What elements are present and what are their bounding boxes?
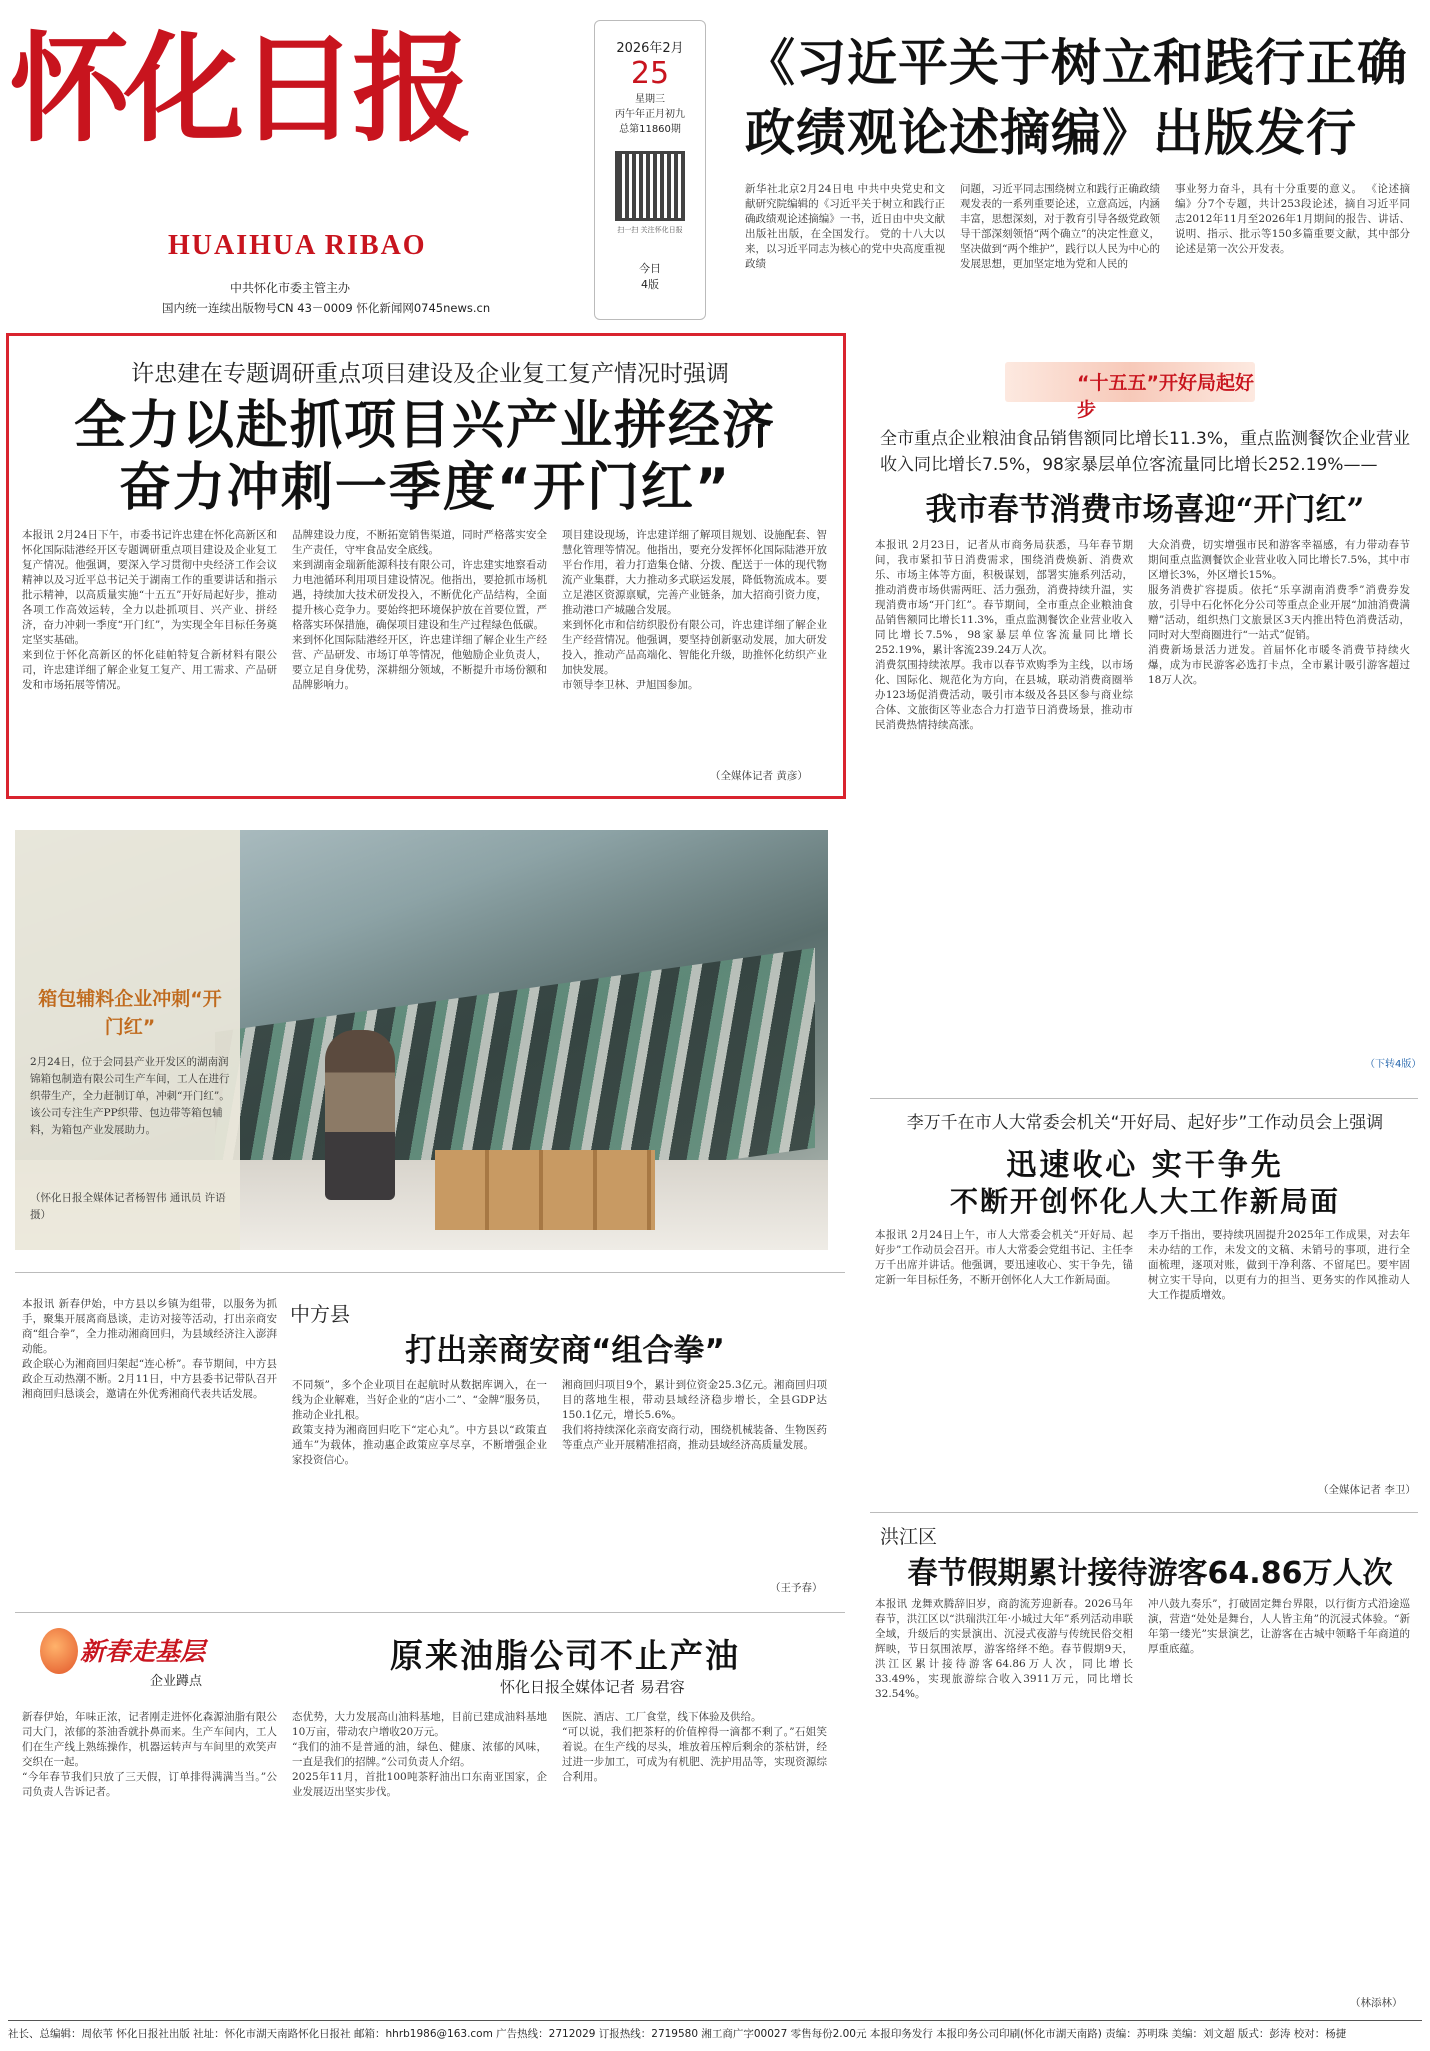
top-story-title-line1: 全力以赴抓项目兴产业拼经济: [73, 396, 776, 456]
masthead-cn-number: 国内统一连续出版物号CN 43－0009 怀化新闻网0745news.cn: [162, 301, 491, 315]
photo-text: 2月24日，位于会同县产业开发区的湖南润锦箱包制造有限公司生产车间，工人在进行织带生产，全力赶制订单，冲刺“开门红”。该公司专注生产PP织带、包边带等箱包辅料，为箱包产业发展助力。: [30, 1056, 230, 1136]
new-spring-grassroots-logo: [40, 1628, 260, 1698]
yuanlai-column-2: 态优势，大力发展高山油料基地，目前已建成油料基地10万亩，带动农户增收20万元。 “我们的油不是普通的油，绿色、健康、浓郁的风味，一直是我们的招牌。”公司负责人介绍。 2025年11月，首批100吨茶籽油出口东南亚国家，企业发展迈出坚实步伐。: [292, 1711, 547, 1798]
photo-title[interactable]: 箱包辅料企业冲刺“开门红”: [38, 988, 222, 1038]
date-weekday: 星期三: [635, 94, 665, 105]
qr-caption: 扫一扫 关注怀化日报: [617, 226, 683, 234]
lantern-icon: [40, 1628, 78, 1674]
date-lunar: 丙午年正月初九: [615, 109, 685, 120]
consumption-column-2: 大众消费，切实增强市民和游客幸福感，有力带动春节期间重点监测餐饮企业营业收入同比增长7.5%，其中市区增长3%，外区增长15%。 服务消费扩容提质。依托“乐享湖南消费季”消费券发放，引导中石化怀化分公司等重点企业开展“加油消费满赠”活动，组织热门文旅景区3天内推出特色消费活动，同时对大型商圈进行“一站式”促销。 消费新场景活力迸发。首届怀化市暖冬消费节持续火爆，成为市民游客必选打卡点，全市累计吸引游客超过18万人次。: [1148, 539, 1410, 686]
npc-column-1: 本报讯 2月24日上午，市人大常委会机关“开好局、起好步”工作动员会召开。市人大常委会党组书记、主任李万千出席并讲话。他强调，要迅速收心、实干争先，锚定新一年目标任务，不断开创怀化人大工作新局面。: [875, 1229, 1133, 1286]
consumption-column-1: 本报讯 2月23日，记者从市商务局获悉，马年春节期间，我市紧扣节日消费需求，围绕消费焕新、消费欢乐、市场主体等方面，积极谋划，部署实施系列活动，推动消费市场供需两旺、活力强劲，消费持续升温，实现消费市场“开门红”。春节期间，全市重点企业粮油食品销售额同比增长11.3%，重点监测餐饮企业营业收入同比增长7.5%，98家暴层单位客流量同比增长252.19%，累计客流239.24万人次。 消费氛围持续浓厚。我市以春节欢购季为主线，以市场化、国际化、规范化为方向，在县城，联动消费商圈举办123场促消费活动，吸引市本级及各县区参与商业综合体、文旅街区等业态合力打造节日消费场景，推动市民消费热情持续高涨。: [875, 539, 1133, 731]
hongjiang-byline: （林添林）: [1350, 1997, 1403, 2009]
issue-number: 总第11860期: [619, 124, 681, 135]
npc-title-line1[interactable]: 迅速收心 实干争先: [1006, 1148, 1284, 1183]
footer-info: 社长、总编辑：周依苇 怀化日报社出版 社址：怀化市湖天南路怀化日报社 邮箱：hhrb1986@163.com 广告热线：2712029 订报热线：2719580 湘工商广字00027 零售每份2.00元 本报印务发行 本报印务公司印刷(怀化市湖天南路) 责编：苏明珠 美编：刘文超 版式：彭涛 校对：杨捷: [8, 2020, 1422, 2041]
hongjiang-column-2: 冲八鼓九奏乐”，打破固定舞台界限，以行街方式沿途巡演，营造“处处是舞台，人人皆主角”的沉浸式体验。“新年第一缕光”实景演艺，让游客在古城中领略千年商道的厚重底蕴。: [1148, 1598, 1410, 1655]
zhongfang-column-1: 本报讯 新春伊始，中方县以乡镇为组带，以服务为抓手，聚集开展离商恳谈，走访对接等活动，打出亲商安商“组合拳”，全力推动湘商回归，为县域经济注入澎湃动能。 政企联心为湘商回归架起“连心桥”。春节期间，中方县政企互动热潮不断。2月11日，中方县委书记带队召开湘商回归恳谈会，邀请在外优秀湘商代表共话发展。: [22, 1298, 277, 1400]
divider: [15, 1272, 845, 1273]
date-year-month: 2026年2月: [616, 41, 684, 56]
logo-subtitle: 企业蹲点: [150, 1674, 203, 1689]
page-count: 4版: [641, 278, 659, 291]
divider: [15, 1612, 845, 1613]
zhongfang-county: 中方县: [290, 1302, 350, 1326]
zhongfang-column-2: 不同频”，多个企业项目在起航时从数据库调入，在一线为企业解难，当好企业的“店小二”、“金牌”服务员，推动企业扎根。 政策支持为湘商回归吃下“定心丸”。中方县以“政策直通车”为载体，推动惠企政策应享尽享，不断增强企业家投资信心。: [292, 1379, 547, 1466]
zhongfang-byline: （王予春）: [770, 1582, 823, 1594]
npc-column-2: 李万千指出，要持续巩固提升2025年工作成果，对去年未办结的工作，未发文的文稿、未销号的事项，进行全面梳理，逐项对账，做到干净利落、不留尾巴。要牢固树立实干导向，以更有力的担当、更务实的作风推动人大工作提质增效。: [1148, 1229, 1410, 1301]
consumption-kicker: 全市重点企业粮油食品销售额同比增长11.3%，重点监测餐饮企业营业收入同比增长7.5%，98家暴层单位客流量同比增长252.19%——: [880, 429, 1411, 475]
date-day: 25: [630, 56, 670, 91]
worker-figure: [325, 1030, 395, 1200]
qr-code-icon[interactable]: [615, 151, 685, 221]
banner-text: “十五五”开好局起好步: [1077, 372, 1254, 421]
masthead-title: 怀化日报: [9, 19, 467, 158]
npc-kicker: 李万千在市人大常委会机关“开好局、起好步”工作动员会上强调: [906, 1113, 1384, 1133]
yuanlai-byline: 怀化日报全媒体记者 易君容: [500, 1678, 685, 1696]
yuanlai-title[interactable]: 原来油脂公司不止产油: [390, 1636, 740, 1675]
logo-title: 新春走基层: [80, 1637, 206, 1666]
top-story-kicker: 许忠建在专题调研重点项目建设及企业复工复产情况时强调: [131, 361, 729, 387]
zhongfang-column-3: 湘商回归项目9个，累计到位资金25.3亿元。湘商回归项目的落地生根，带动县域经济稳步增长，全县GDP达150.1亿元，增长5.6%。 我们将持续深化亲商安商行动，围绕机械装备、生物医药等重点产业开展精准招商，推动县域经济高质量发展。: [562, 1379, 827, 1451]
hongjiang-title[interactable]: 春节假期累计接待游客64.86万人次: [907, 1556, 1393, 1591]
masthead-sponsor: 中共怀化市委主管主办: [230, 281, 351, 295]
divider: [870, 1098, 1418, 1099]
npc-byline: （全媒体记者 李卫）: [1318, 1484, 1416, 1496]
lead-column-1: 新华社北京2月24日电 中共中央党史和文献研究院编辑的《习近平关于树立和践行正确政绩观论述摘编》一书，近日由中央文献出版社出版，在全国发行。 党的十八大以来，以习近平同志为核心的党中央高度重视政绩: [745, 183, 945, 270]
fifteenth-five-year-banner: [1005, 362, 1255, 421]
top-story-column-1: 本报讯 2月24日下午，市委书记许忠建在怀化高新区和怀化国际陆港经开区专题调研重点项目建设及企业复工复产情况。他强调，要深入学习贯彻中央经济工作会议精神以及习近平总书记关于湖南工作的重要讲话和指示批示精神，以高质量实施“十五五”开好局起好步，推动各项工作高效运转，全力以赴抓项目、兴产业、拼经济，奋力冲刺一季度“开门红”，为实现全年目标任务奠定坚实基础。 来到位于怀化高新区的怀化硅帕特复合新材料有限公司，许忠建详细了解企业复工复产、用工需求、产品研发和市场拓展等情况。: [22, 529, 277, 691]
continued-link[interactable]: （下转4版）: [1365, 1059, 1422, 1070]
date-box: [594, 20, 706, 320]
consumption-title[interactable]: 我市春节消费市场喜迎“开门红”: [925, 492, 1365, 528]
top-story-column-2: 品牌建设力度，不断拓宽销售渠道，同时严格落实安全生产责任，守牢食品安全底线。 来到湖南金瑞新能源科技有限公司，许忠建实地察看动力电池循环利用项目建设情况。他指出，要抢抓市场机遇，持续加大技术研发投入，不断优化产品结构，全面提升核心竞争力。要始终把环境保护放在首要位置，严格落实环保措施，确保项目建设和生产过程绿色低碳。 来到怀化国际陆港经开区，许忠建详细了解企业生产经营、产品研发、市场订单等情况，他勉励企业负责人，要立足自身优势，深耕细分领域，不断提升市场份额和品牌影响力。: [292, 529, 547, 691]
lead-column-2: 问题，习近平同志围绕树立和践行正确政绩观发表的一系列重要论述，立意高远，内涵丰富，思想深刻，对于教育引导各级党政领导干部深刻领悟“两个确立”的决定性意义，坚决做到“两个维护”，践行以人民为中心的发展思想，更加坚定地为党和人民的: [960, 183, 1160, 270]
lead-headline[interactable]: 《习近平关于树立和践行正确政绩观论述摘编》出版发行: [745, 34, 1408, 162]
cardboard-boxes: [435, 1150, 655, 1230]
lead-column-3: 事业努力奋斗，具有十分重要的意义。 《论述摘编》分7个专题，共计253段论述，摘自习近平同志2012年11月至2026年1月期间的报告、讲话、说明、指示、批示等150多篇重要文献，其中部分论述是第一次公开发表。: [1175, 183, 1410, 255]
top-story-title-line2: 奋力冲刺一季度“开门红”: [118, 458, 732, 518]
divider: [870, 1512, 1418, 1513]
yuanlai-column-3: 医院、酒店、工厂食堂，线下体验及供给。 “可以说，我们把茶籽的价值榨得一滴都不剩了。”石姐笑着说。在生产线的尽头，堆放着压榨后剩余的茶枯饼，经过进一步加工，可成为有机肥、洗护用品等，实现资源综合利用。: [562, 1711, 827, 1783]
npc-title-line2[interactable]: 不断开创怀化人大工作新局面: [949, 1185, 1340, 1218]
hongjiang-column-1: 本报讯 龙舞欢腾辞旧岁，商韵流芳迎新春。2026马年春节，洪江区以“洪瑞洪江年·小城过大年”系列活动串联全域，升级后的实景演出、沉浸式夜游与传统民俗交相辉映，节日氛围浓厚，游客络绎不绝。春节假期9天，洪江区累计接待游客64.86万人次，同比增长33.49%，实现旅游综合收入3911万元，同比增长32.54%。: [875, 1598, 1133, 1700]
top-story-title[interactable]: [20, 395, 830, 519]
today-label: 今日: [639, 262, 661, 275]
photo-credit: （怀化日报全媒体记者杨智伟 通讯员 许语 摄）: [30, 1192, 226, 1221]
zhongfang-title[interactable]: 打出亲商安商“组合拳”: [405, 1333, 725, 1369]
hongjiang-county: 洪江区: [880, 1526, 938, 1548]
top-story-byline: （全媒体记者 黄彦）: [710, 770, 808, 782]
masthead-pinyin: HUAIHUA RIBAO: [168, 230, 427, 261]
yuanlai-column-1: 新春伊始，年味正浓，记者刚走进怀化森源油脂有限公司大门，浓郁的茶油香就扑鼻而来。生产车间内，工人们在生产线上熟练操作，机器运转声与车间里的欢笑声交织在一起。 “今年春节我们只放了三天假，订单排得满满当当。”公司负责人告诉记者。: [22, 1711, 277, 1798]
top-story-column-3: 项目建设现场，许忠建详细了解项目规划、设施配套、智慧化管理等情况。他指出，要充分发挥怀化国际陆港开放平台作用，着力打造集仓储、分拨、配送于一体的现代物流产业集群，大力推动多式联运发展，降低物流成本。要立足港区资源禀赋，完善产业链条，加大招商引资力度，推动港口产城融合发展。 来到怀化市和信纺织股份有限公司，许忠建详细了解企业生产经营情况。他强调，要坚持创新驱动发展，加大研发投入，推动产品高端化、智能化升级，助推怀化纺织产业加快发展。 市领导李卫林、尹旭国参加。: [562, 529, 827, 691]
